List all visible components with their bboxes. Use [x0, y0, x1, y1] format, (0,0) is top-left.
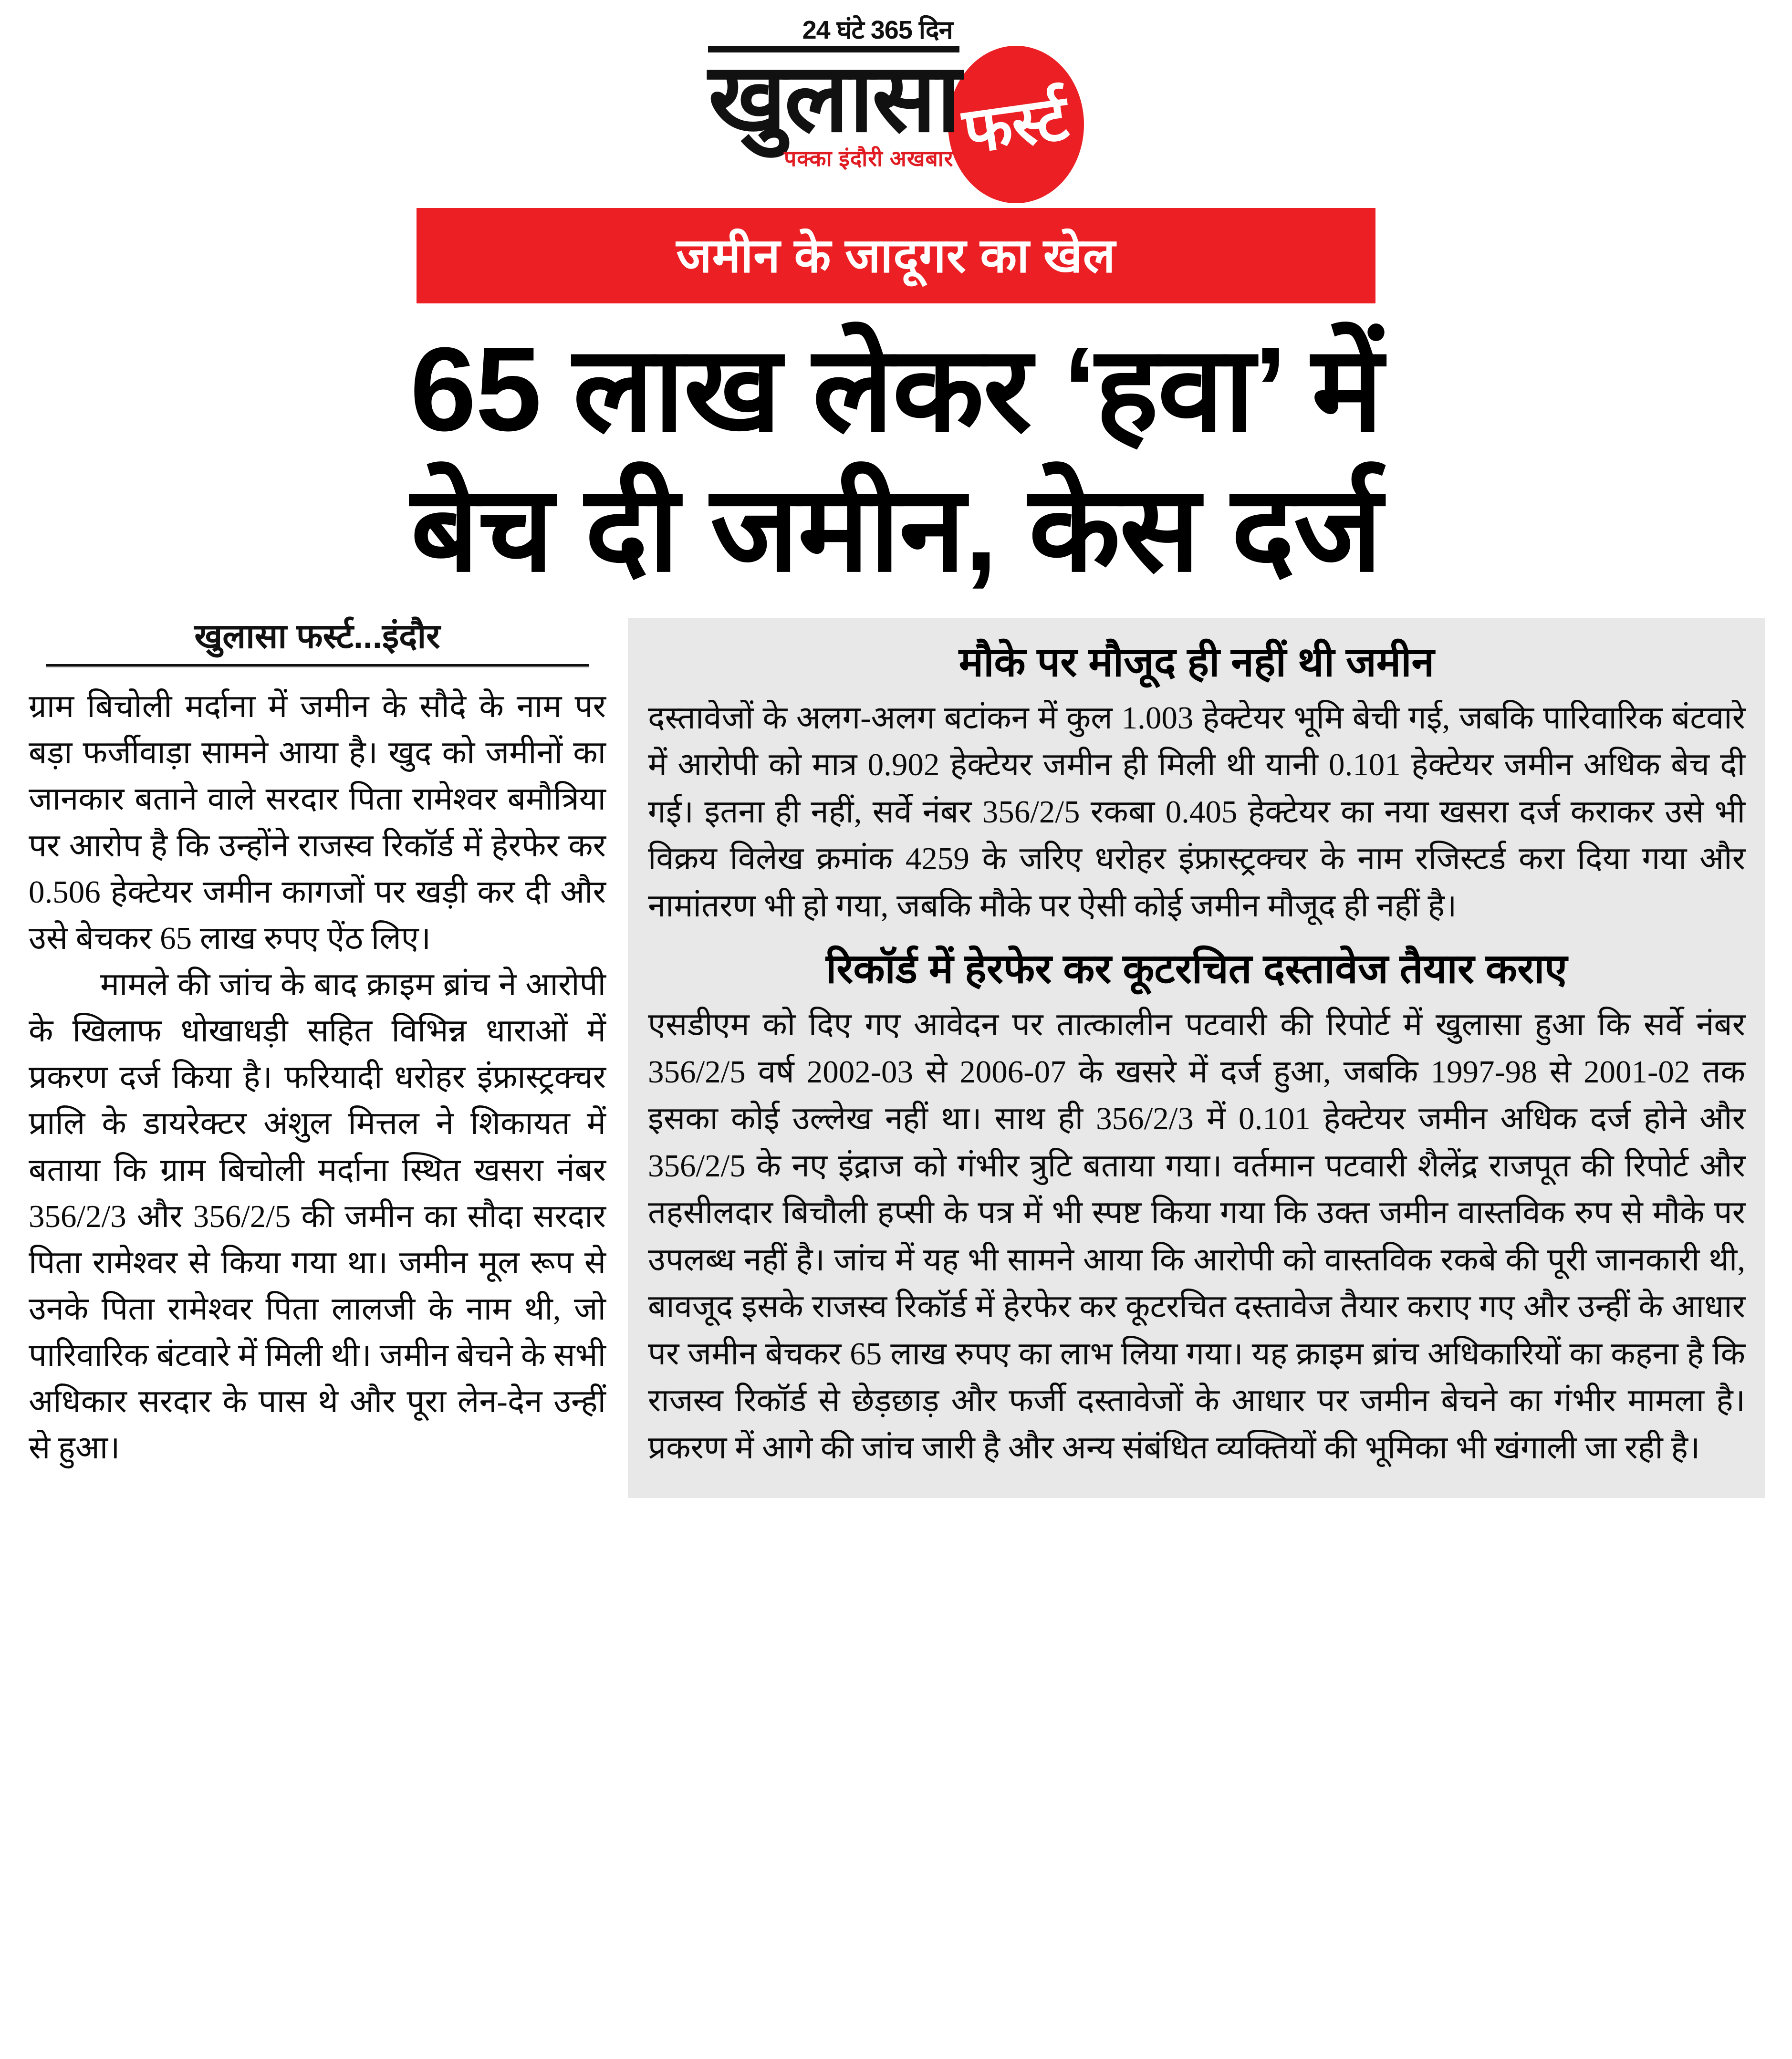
article-body: [0, 618, 1792, 1498]
headline-line-1: 65 लाख लेकर ‘हवा’ में: [410, 322, 1382, 456]
byline: खुलासा फर्स्ट...इंदौर: [194, 617, 440, 655]
byline-divider: [46, 664, 589, 667]
panel-paragraph-1: दस्तावेजों के अलग-अलग बटांकन में कुल 1.003 हेक्टेयर भूमि बेची गई, जबकि पारिवारिक बंटवारे में आरोपी को मात्र 0.902 हेक्टेयर जमीन ही मिली थी यानी 0.101 हेक्टेयर जमीन अधिक बेच दी गई। इतना ही नहीं, सर्वे नंबर 356/2/5 रकबा 0.405 हेक्टेयर का नया खसरा दर्ज कराकर उसे भी विक्रय विलेख क्रमांक 4259 के जरिए धरोहर इंफ्रास्ट्रक्चर के नाम रजिस्टर्ड करा दिया गया और नामांतरण भी हो गया, जबकि मौके पर ऐसी कोई जमीन मौजूद ही नहीं है।: [648, 700, 1745, 924]
masthead-tagline-top: 24 घंटे 365 दिन: [802, 16, 953, 44]
headline-line-2: बेच दी जमीन, केस दर्ज: [410, 462, 1382, 595]
panel-heading-1: मौके पर मौजूद ही नहीं थी जमीन: [959, 639, 1435, 685]
masthead-brand-name: खुलासा: [708, 45, 959, 151]
left-column: [29, 618, 606, 1472]
kicker-banner: [417, 208, 1375, 303]
masthead-logo: [708, 17, 1084, 203]
masthead-badge-ellipse: [948, 46, 1084, 203]
masthead-badge-label: फर्स्ट: [959, 82, 1073, 166]
masthead: [0, 0, 1792, 205]
kicker-text: जमीन के जादूगर का खेल: [676, 229, 1116, 282]
panel-heading-2: रिकॉर्ड में हेरफेर कर कूटरचित दस्तावेज तैयार कराए: [826, 946, 1567, 992]
masthead-tagline-bottom: पक्का इंदौरी अखबार: [784, 146, 954, 171]
kicker-banner-wrap: [0, 208, 1792, 303]
page-title: [32, 320, 1760, 599]
brand-block: [708, 17, 964, 173]
panel-paragraph-2: एसडीएम को दिए गए आवेदन पर तात्कालीन पटवारी की रिपोर्ट में खुलासा हुआ कि सर्वे नंबर 356/2/5 वर्ष 2002-03 से 2006-07 के खसरे में दर्ज हुआ, जबकि 1997-98 से 2001-02 तक इसका कोई उल्लेख नहीं था। साथ ही 356/2/3 में 0.101 हेक्टेयर जमीन अधिक दर्ज होने और 356/2/5 के नए इंद्राज को गंभीर त्रुटि बताया गया। वर्तमान पटवारी शैलेंद्र राजपूत की रिपोर्ट और तहसीलदार बिचौली हप्सी के पत्र में भी स्पष्ट किया गया कि उक्त जमीन वास्तविक रुप से मौके पर उपलब्ध नहीं है। जांच में यह भी सामने आया कि आरोपी को वास्तविक रकबे की पूरी जानकारी थी, बावजूद इसके राजस्व रिकॉर्ड में हेरफेर कर कूटरचित दस्तावेज तैयार कराए गए और उन्हीं के आधार पर जमीन बेचकर 65 लाख रुपए का लाभ लिया गया। यह क्राइम ब्रांच अधिकारियों का कहना है कि राजस्व रिकॉर्ड से छेड़छाड़ और फर्जी दस्तावेजों के आधार पर जमीन बेचने का गंभीर मामला है। प्रकरण में आगे की जांच जारी है और अन्य संबंधित व्यक्तियों की भूमिका भी खंगाली जा रही है।: [648, 1007, 1745, 1466]
left-paragraph-1: ग्राम बिचोली मर्दाना में जमीन के सौदे के नाम पर बड़ा फर्जीवाड़ा सामने आया है। खुद को जमीनों का जानकार बताने वाले सरदार पिता रामेश्वर बमौत्रिया पर आरोप है कि उन्होंने राजस्व रिकॉर्ड में हेरफेर कर 0.506 हेक्टेयर जमीन कागजों पर खड़ी कर दी और उसे बेचकर 65 लाख रुपए ऐंठ लिए।: [29, 689, 606, 956]
left-paragraph-2: मामले की जांच के बाद क्राइम ब्रांच ने आरोपी के खिलाफ धोखाधड़ी सहित विभिन्न धाराओं में प्रकरण दर्ज किया है। फरियादी धरोहर इंफ्रास्ट्रक्चर प्रालि के डायरेक्टर अंशुल मित्तल ने शिकायत में बताया कि ग्राम बिचोली मर्दाना स्थित खसरा नंबर 356/2/3 और 356/2/5 की जमीन का सौदा सरदार पिता रामेश्वर से किया गया था। जमीन मूल रूप से उनके पिता रामेश्वर पिता लालजी के नाम थी, जो पारिवारिक बंटवारे में मिली थी। जमीन बेचने के सभी अधिकार सरदार के पास थे और पूरा लेन-देन उन्हीं से हुआ।: [29, 967, 606, 1466]
right-highlight-panel: [628, 618, 1765, 1498]
